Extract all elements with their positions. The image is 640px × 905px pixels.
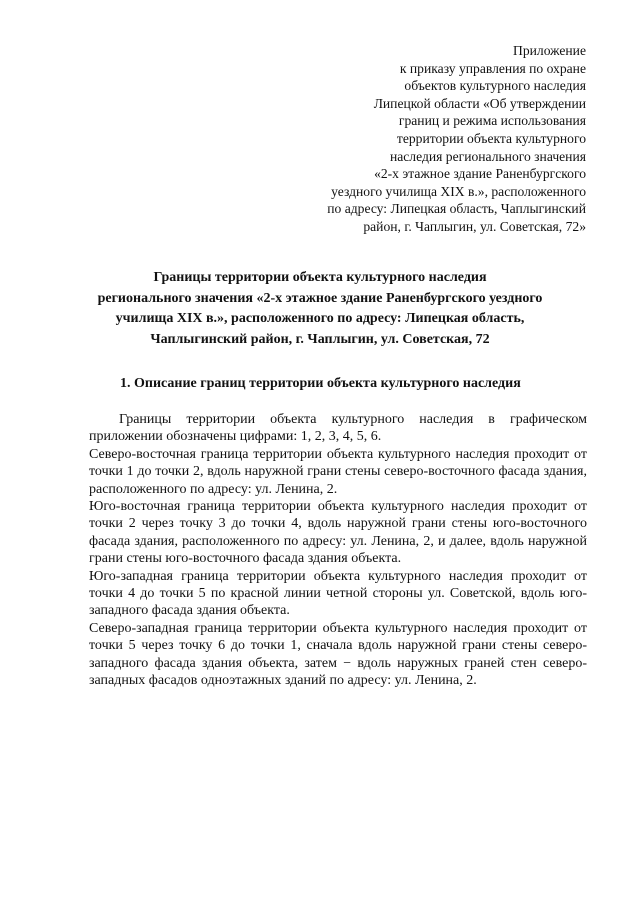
paragraph: Северо-западная граница территории объекта культурного наследия проходит от точки 5 через точку 6 до точки 1, сначала вдоль наружной грани стены северо-западного фасада здания объекта, затем − вдоль наружных граней стен северо-западных фасадов одноэтажных зданий по адресу: ул. Ленина, 2. — [89, 620, 587, 689]
appendix-line: Липецкой области «Об утверждении — [373, 95, 586, 111]
paragraph: Северо-восточная граница территории объекта культурного наследия проходит от точки 1 до точки 2, вдоль наружной грани стены северо-восточного фасада здания, расположенного по адресу: ул. Ленина, 2. — [89, 446, 587, 497]
appendix-line: к приказу управления по охране — [399, 60, 586, 76]
appendix-line: район, г. Чаплыгин, ул. Советская, 72» — [363, 218, 586, 234]
appendix-line: по адресу: Липецкая область, Чаплыгинский — [327, 201, 586, 217]
title-line: регионального значения «2-х этажное здание Раненбургского уездного — [97, 290, 543, 306]
paragraph: Юго-западная граница территории объекта культурного наследия проходит от точки 4 до точки 5 по красной линии четной стороны ул. Советской, вдоль юго-западного фасада здания объекта. — [89, 568, 587, 619]
title-line: училища XIX в.», расположенного по адресу: Липецкая область, — [115, 311, 525, 326]
paragraph: Юго-восточная граница территории объекта культурного наследия проходит от точки 2 через точку 3 до точки 4, вдоль наружной грани стены юго-восточного фасада здания, расположенного по адресу: ул. Ленина, 2, и далее, вдоль наружной грани стены юго-восточного фасада здания объекта. — [89, 499, 587, 567]
title-line: Границы территории объекта культурного наследия — [153, 270, 487, 285]
section-body — [89, 411, 587, 690]
document-title — [40, 268, 600, 350]
appendix-line: уездного училища XIX в.», расположенного — [331, 183, 586, 199]
section-heading: 1. Описание границ территории объекта культурного наследия — [120, 376, 521, 391]
appendix-line: наследия регионального значения — [389, 148, 586, 164]
appendix-line: территории объекта культурного — [396, 130, 586, 146]
title-line: Чаплыгинский район, г. Чаплыгин, ул. Советская, 72 — [150, 331, 490, 347]
appendix-line: границ и режима использования — [398, 113, 586, 129]
appendix-note — [256, 42, 586, 236]
paragraph: Границы территории объекта культурного наследия в графическом приложении обозначены цифрами: 1, 2, 3, 4, 5, 6. — [89, 412, 587, 445]
appendix-line: «2-х этажное здание Раненбургского — [374, 166, 586, 182]
appendix-line: Приложение — [513, 43, 586, 58]
appendix-line: объектов культурного наследия — [404, 78, 586, 94]
